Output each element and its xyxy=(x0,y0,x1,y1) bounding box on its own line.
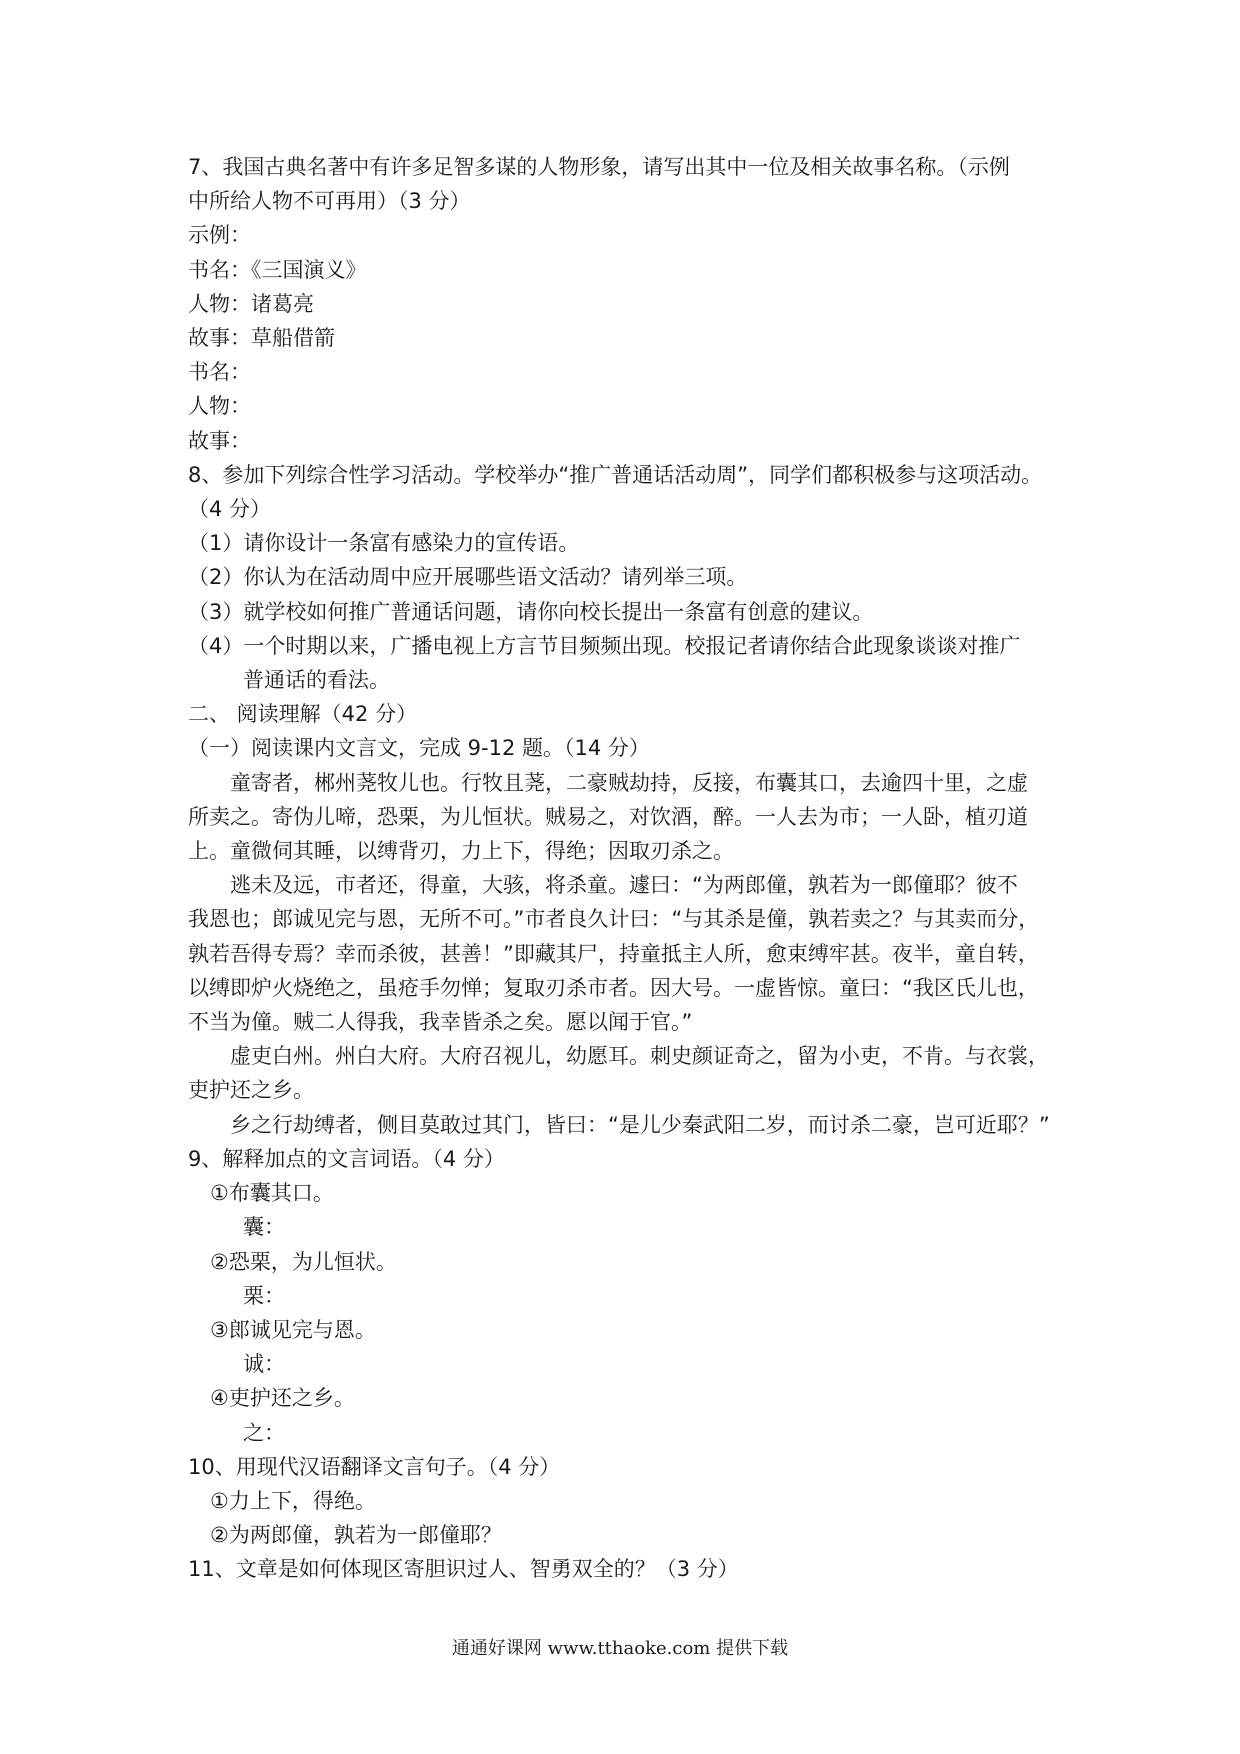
q7-blank-story: 故事： xyxy=(188,428,251,453)
q10-title: 10、用现代汉语翻译文言句子。（4 分） xyxy=(188,1454,561,1479)
q7-example-book: 书名：《三国演义》 xyxy=(188,257,367,282)
q9-item-2-word: 栗： xyxy=(243,1283,285,1308)
passage-line: 乡之行劫缚者，侧目莫敢过其门，皆曰：“是儿少秦武阳二岁，而讨杀二豪，岂可近耶？” xyxy=(188,1112,1050,1137)
passage-line: 吏护还之乡。 xyxy=(188,1078,314,1103)
passage-line: 逃未及远，市者还，得童，大骇，将杀童。遽曰：“为两郎僮，孰若为一郎僮耶？彼不 xyxy=(188,873,1018,898)
passage-line: 童寄者，郴州荛牧儿也。行牧且荛，二豪贼劫持，反接，布囊其口，去逾四十里，之虚 xyxy=(188,770,1028,795)
passage-line: 不当为僮。贼二人得我，我幸皆杀之矣。愿以闻于官。” xyxy=(188,1010,693,1035)
q9-item-3-word: 诚： xyxy=(243,1352,285,1377)
q9-item-3-sentence: ③郎诚见完与恩。 xyxy=(210,1317,376,1342)
q8-line1: 8、参加下列综合性学习活动。学校举办“推广普通话活动周”，同学们都积极参与这项活动。 xyxy=(188,462,1043,487)
q8-item-2: （2）你认为在活动周中应开展哪些语文活动？请列举三项。 xyxy=(188,565,748,590)
q7-blank-book: 书名： xyxy=(188,360,251,385)
q7-example-label: 示例： xyxy=(188,223,251,248)
passage-line: 所卖之。寄伪儿啼，恐栗，为儿恒状。贼易之，对饮酒，醉。一人去为市；一人卧，植刃道 xyxy=(188,804,1028,829)
q10-item-1: ①力上下，得绝。 xyxy=(210,1488,376,1513)
q8-item-1: （1）请你设计一条富有感染力的宣传语。 xyxy=(188,531,580,556)
q9-item-4-sentence: ④吏护还之乡。 xyxy=(210,1386,355,1411)
passage-line: 上。童微伺其睡，以缚背刃，力上下，得绝；因取刃杀之。 xyxy=(188,839,734,864)
q9-item-4-word: 之： xyxy=(243,1420,285,1445)
q11-title: 11、文章是如何体现区寄胆识过人、智勇双全的？（3 分） xyxy=(188,1557,739,1582)
q8-item-4-cont: 普通话的看法。 xyxy=(243,668,390,693)
q7-blank-person: 人物： xyxy=(188,394,251,419)
q9-item-2-sentence: ②恐栗，为儿恒状。 xyxy=(210,1249,397,1274)
q8-line2: （4 分） xyxy=(188,497,272,522)
exam-page xyxy=(188,150,1068,1587)
q9-item-1-word: 囊： xyxy=(243,1215,285,1240)
passage-line: 虚吏白州。州白大府。大府召视儿，幼愿耳。刺史颜证奇之，留为小吏，不肯。与衣裳， xyxy=(188,1044,1049,1069)
section2-heading: 二、 阅读理解（42 分） xyxy=(188,702,418,727)
passage-line: 孰若吾得专焉？幸而杀彼，甚善！”即藏其尸，持童抵主人所，愈束缚牢甚。夜半，童自转， xyxy=(188,941,1039,966)
q10-item-2: ②为两郎僮，孰若为一郎僮耶？ xyxy=(210,1523,502,1548)
q7-example-person: 人物：诸葛亮 xyxy=(188,291,314,316)
q9-item-1-sentence: ①布囊其口。 xyxy=(210,1181,334,1206)
q9-title: 9、解释加点的文言词语。（4 分） xyxy=(188,1146,505,1171)
section2-sub1: （一）阅读课内文言文，完成 9-12 题。（14 分） xyxy=(188,736,650,761)
q8-item-4: （4）一个时期以来，广播电视上方言节目频频出现。校报记者请你结合此现象谈谈对推广 xyxy=(188,633,1021,658)
q7-line1: 7、我国古典名著中有许多足智多谋的人物形象，请写出其中一位及相关故事名称。（示例 xyxy=(188,155,1010,179)
passage-line: 以缚即炉火烧绝之，虽疮手勿惮；复取刃杀市者。因大号。一虚皆惊。童曰：“我区氏儿也， xyxy=(188,975,1039,1000)
passage-line: 我恩也；郎诚见完与恩，无所不可。”市者良久计曰：“与其杀是僮，孰若卖之？与其卖而分， xyxy=(188,907,1040,932)
q8-item-3: （3）就学校如何推广普通话问题，请你向校长提出一条富有创意的建议。 xyxy=(188,599,874,624)
q7-example-story: 故事：草船借箭 xyxy=(188,326,335,351)
page-footer: 通通好课网 www.tthaoke.com 提供下载 xyxy=(451,1638,789,1659)
q7-line2: 中所给人物不可再用）（3 分） xyxy=(188,189,471,214)
